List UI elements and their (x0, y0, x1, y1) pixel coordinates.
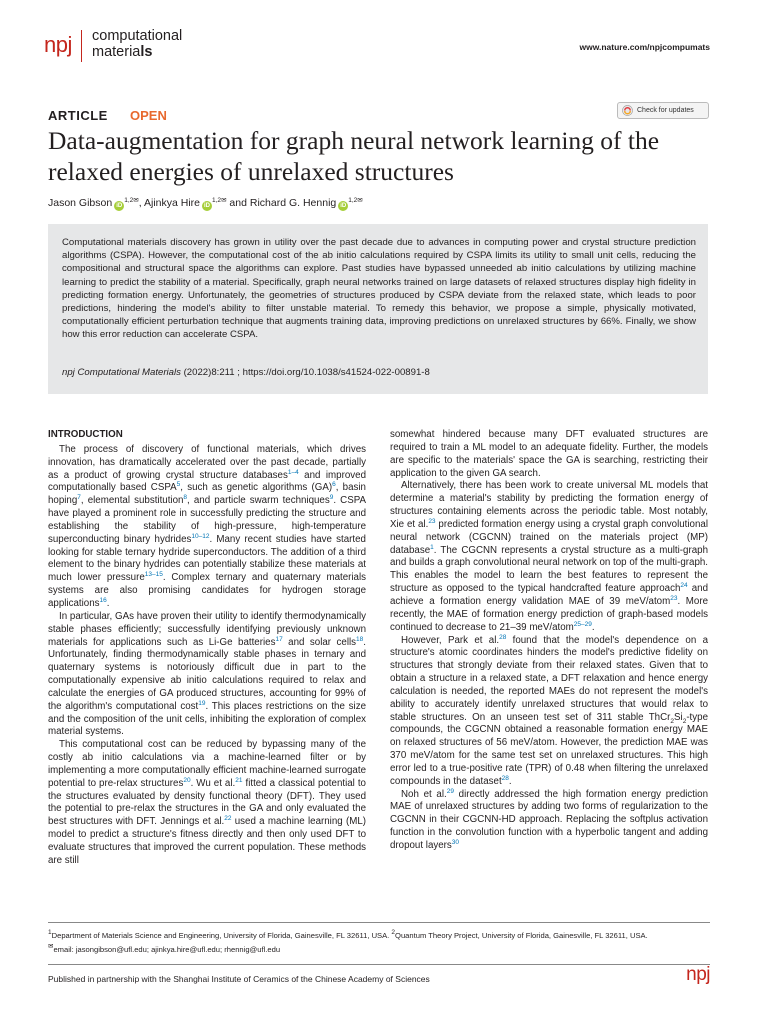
email-addresses[interactable]: email: jasongibson@ufl.edu; ajinkya.hire@ufl.edu; rhennig@ufl.edu (53, 945, 281, 954)
article-type-label: ARTICLE (48, 108, 108, 123)
reference-link[interactable]: 6 (332, 481, 336, 489)
reference-link[interactable]: 29 (446, 787, 454, 795)
check-updates-label: Check for updates (637, 107, 694, 114)
reference-link[interactable]: 5 (176, 481, 181, 489)
check-for-updates-button[interactable] (617, 102, 709, 119)
journal-url-link[interactable]: www.nature.com/npjcompumats (579, 42, 710, 52)
npj-logo: npj (44, 32, 72, 57)
reference-link[interactable]: 8 (183, 494, 188, 502)
paragraph: In particular, GAs have proven their utility to identify thermodynamically stable phases efficiently; successfully identifying previously unknown materials for applications such as Li-Ge batteries$^{17}$ and solar cells$^{18}$. Unfortunately, finding thermodynamically stable phases in ternary and quaternary systems is notoriously difficult due in part to the computationally expensive ab initio calculations required to relax and calculate the energies of GA produced structures, accounting for 99% of the algorithm's computational cost$^{19}$. This places restrictions on the size and the composition of the unit cells, inhibiting the exploration of complex material systems. (48, 610, 366, 738)
reference-link[interactable]: 25–29 (573, 620, 592, 628)
reference-link[interactable]: 13–15 (144, 571, 163, 579)
paragraph: The process of discovery of functional materials, which drives innovation, has dramatically accelerated over the past decade, partially as a product of growing crystal structure databases$^{1-4}$ and improved computationally based CSPA$^5$, such as genetic algorithms (GA)$^6$, basin hoping$^7$, elemental substitution$^8$, and particle swarm techniques$^9$. CSPA have played a prominent role in successfully predicting the structure and establishing the stability of high-pressure, high-temperature superconducting binary hydrides$^{10-12}$. Many recent studies have started looking for stable ternary hydride superconductors. The addition of a third element to the binary hydrides can potentially stabilize these materials at much lower pressure$^{13-15}$. Complex ternary and quaternary materials systems are also promising candidates for hydrogen storage applications$^{16}$. (48, 443, 366, 609)
reference-link[interactable]: 10–12 (191, 532, 210, 540)
email-icon[interactable]: ✉ (357, 197, 363, 204)
paragraph: Noh et al.$^{29}$ directly addressed the high formation energy prediction MAE of unrelaxed structures by adding two forms of regularization to the CGCNN in their CGCNN-HD approach. Replacing the softplus activation function in the convolution function with a hyperbolic tangent and adding dropout layers$^{30}$ (390, 787, 708, 851)
orcid-icon[interactable]: iD (340, 203, 347, 209)
abstract-text: Computational materials discovery has grown in utility over the past decade due to advances in computing power and crystal structure prediction algorithms (CSPA). However, the computational cost of the ab initio calculations required by CSPA limits its utility to small unit cells, reducing the compositional and structural space the algorithms can explore. Past studies have bypassed unneeded ab initio calculations by utilizing machine learning to predict the stability of a material. Specifically, graph neural networks trained on large datasets of relaxed structures display high fidelity in predicting formation energy. Unfortunately, the geometries of structures produced by CSPA deviate from the relaxed state, which leads to poor predictions, hindering the model's ability to filter unstable material. To remedy this behavior, we propose a simple, physically motivated, computationally efficient perturbation technique that augments training data, improving predictions on unrelaxed structures by 66%. Finally, we show how this error reduction can accelerate CSPA. (62, 237, 696, 341)
paragraph: However, Park et al.$^{28}$ found that the model's dependence on a structure's atomic coordinates hinders the model's predictive fidelity on structures that strongly deviate from their relaxed states. Given that to obtain a structure in a relaxed state, a DFT relaxation and hence energy calculation is needed, the reported MAEs do not represent the model's ability to accurately identify unrelaxed structures that would relax to stable structures. On an unseen test set of 311 stable $ThCr_2Si_2$-type compounds, the CGCNN obtained a reasonable formation energy MAE on relaxed structures of 56 meV/atom. However, the prediction MAE was 370 meV/atom for the same test set on unrelaxed structures. This high error led to a true-positive rate (TPR) of 0.48 when filtering the unrelaxed compounds in the dataset$^{28}$. (390, 633, 708, 787)
reference-link[interactable]: 24 (680, 582, 688, 590)
reference-link[interactable]: 22 (224, 815, 232, 823)
reference-link[interactable]: 9 (329, 494, 334, 502)
reference-link[interactable]: 28 (499, 633, 507, 641)
reference-link[interactable]: 30 (451, 839, 460, 846)
header-divider (81, 30, 82, 62)
article-title: Data-augmentation for graph neural network learning of the relaxed energies of unrelaxed structures (48, 126, 660, 186)
author-name[interactable]: Richard G. Hennig (249, 197, 337, 209)
reference-link[interactable]: 28 (501, 774, 509, 782)
reference-link[interactable]: 19 (198, 699, 206, 707)
reference-link[interactable]: 18 (356, 635, 364, 643)
email-icon[interactable]: ✉ (133, 197, 139, 204)
footer-divider (48, 964, 710, 965)
author-name[interactable]: Jason Gibson (48, 197, 113, 209)
orcid-icon[interactable]: iD (116, 203, 123, 209)
journal-name: computational materials (92, 28, 183, 60)
check-updates-icon (622, 105, 633, 116)
author-list: Jason Gibson $iD^{1,2✉}$, Ajinkya Hire $iD^{1,2✉}$ and Richard G. Hennig $iD^{1,2✉}$ (48, 197, 363, 209)
chemical-formula: $ThCr_2Si_2$ (648, 711, 687, 725)
publisher-note: Published in partnership with the Shanghai Institute of Ceramics of the Chinese Academy of Sciences (48, 974, 430, 984)
open-access-label: OPEN (130, 108, 167, 123)
reference-link[interactable]: 21 (235, 776, 243, 784)
reference-link[interactable]: 17 (275, 635, 283, 643)
citation-line: npj Computational Materials (2022)8:211 ; https://doi.org/10.1038/s41524-022-00891-8 (62, 367, 430, 378)
right-column (390, 429, 708, 853)
reference-link[interactable]: 23 (670, 594, 678, 602)
paragraph: somewhat hindered because many DFT evaluated structures are required to train a ML model to an adequate fidelity. Further, the models are specific to the materials' space the GA is searching, restricting their application to the given GA search. (390, 429, 708, 479)
reference-link[interactable]: 16 (99, 596, 107, 604)
reference-link[interactable]: 1–4 (287, 468, 299, 476)
orcid-icon[interactable]: iD (204, 203, 211, 209)
author-name[interactable]: Ajinkya Hire (143, 197, 201, 209)
reference-link[interactable]: 1 (430, 543, 434, 551)
affiliation-footnote: 1Department of Materials Science and Engineering, University of Florida, Gainesville, FL 32611, USA. 2Quantum Theory Project, University of Florida, Gainesville, FL 32611, USA. ✉email: jasongibson@ufl.edu; ajinkya.hire@ufl.edu; rhennig@ufl.edu (48, 929, 648, 954)
npj-footer-logo: npj (686, 964, 710, 985)
left-column (48, 429, 366, 868)
abstract-box (48, 224, 708, 394)
reference-link[interactable]: 7 (77, 494, 81, 502)
section-heading-introduction: INTRODUCTION (48, 429, 123, 440)
reference-link[interactable]: 20 (183, 776, 191, 784)
footnote-divider (48, 922, 710, 923)
email-icon[interactable]: ✉ (221, 197, 227, 204)
paragraph: Alternatively, there has been work to create universal ML models that determine a material's stability by predicting the formation energy of structures containing elements across the periodic table. Most notably, Xie et al.$^{23}$ predicted formation energy using a crystal graph convolutional neural network (CGCNN) trained on the materials project (MP) database$^1$. The CGCNN represents a crystal structure as a multi-graph and builds a graph convolutional neural network on top of the multi-graph. This enables the model to learn the best features to represent the structure as opposed to the typical handcrafted feature approach$^{24}$ and achieve a formation energy validation MAE of 39 meV/atom$^{23}$. More recently, the MAE of formation energy prediction of graph-based models continued to decrease to 21–39 meV/atom$^{25-29}$. (390, 480, 708, 633)
email-icon: ✉ (48, 943, 54, 950)
reference-link[interactable]: 23 (428, 517, 436, 525)
paragraph: This computational cost can be reduced by bypassing many of the costly ab initio calculations via a machine-learned filter or by implementing a more computationally efficient machine-learned surrogate potential to pre-relax structures$^{20}$. Wu et al.$^{21}$ fitted a classical potential to the structures evaluated by density functional theory (DFT). They used the potential to pre-relax the structures in the GA and only evaluated the best structures with DFT. Jennings et al.$^{22}$ used a machine learning (ML) model to predict a structure's fitness directly and then only used DFT to evaluate structures that improved the current population. These methods are still (48, 739, 366, 866)
